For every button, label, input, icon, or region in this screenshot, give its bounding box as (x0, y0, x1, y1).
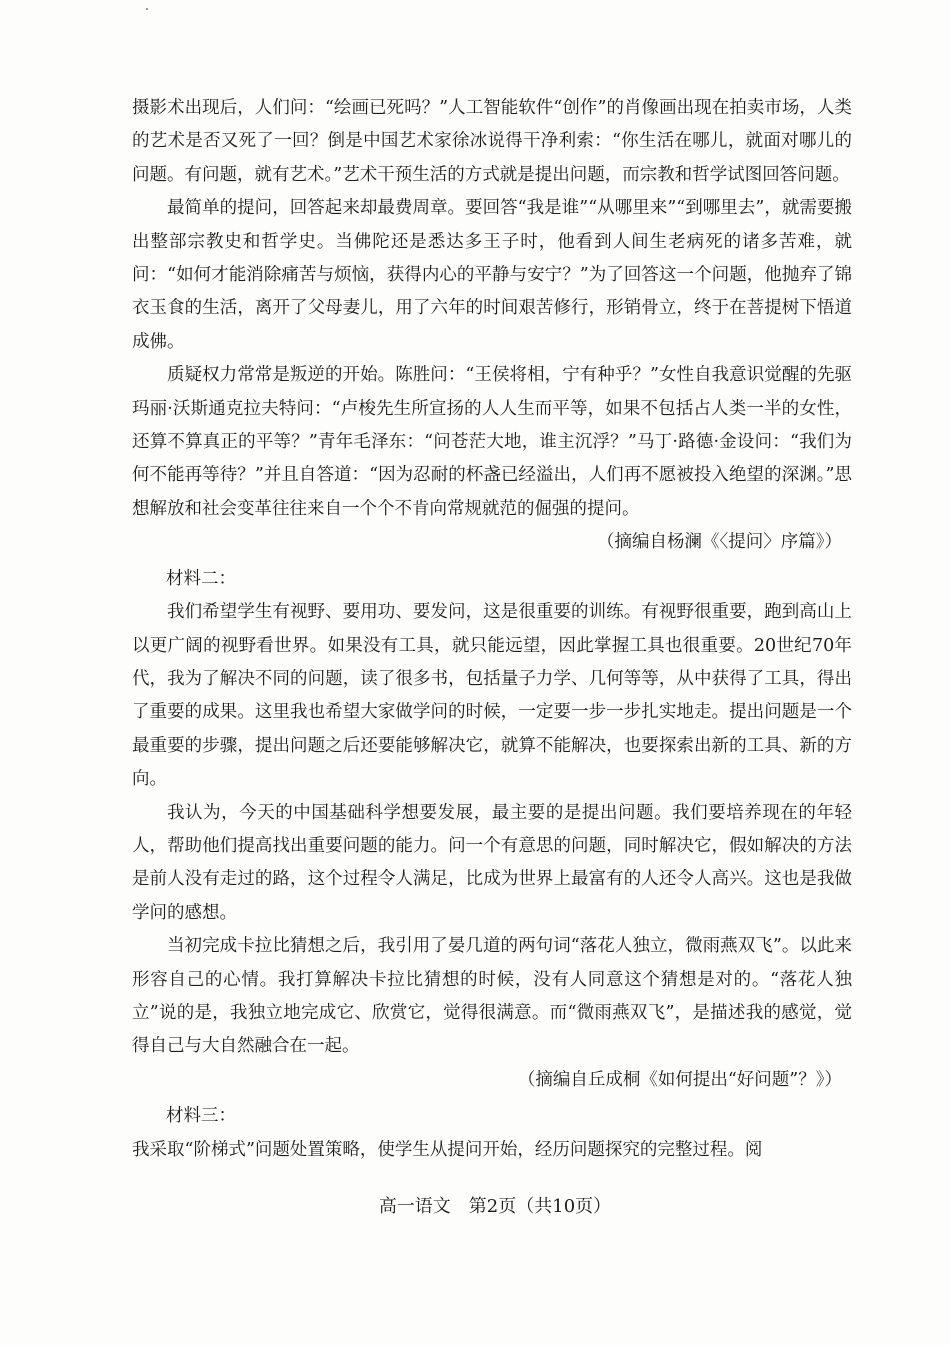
paragraph-a-3: 质疑权力常常是叛逆的开始。陈胜问：“王侯将相，宁有种乎？”女性自我意识觉醒的先驱玛丽·沃斯通克拉夫特问：“卢梭先生所宣扬的人人生而平等，如果不包括占人类一半的女性，还算不算真正的平等？”青年毛泽东：“问苍茫大地，谁主沉浮？”马丁·路德·金设问：“我们为何不能再等待？”并且自答道：“因为忍耐的杯盏已经溢出，人们再不愿被投入绝望的深渊。”思想解放和社会变革往往来自一个个不肯向常规就范的倔强的提问。 (132, 365, 852, 519)
paragraph-a-1: 摄影术出现后，人们问：“绘画已死吗？”人工智能软件“创作”的肖像画出现在拍卖市场，人类的艺术是否又死了一回？倒是中国艺术家徐冰说得干净利索：“你生活在哪儿，就面对哪儿的问题。有问题，就有艺术。”艺术干预生活的方式就是提出问题，而宗教和哲学试图回答问题。 (132, 98, 852, 185)
source-citation-a: （摘编自杨澜《〈提问〉序篇》） (597, 532, 842, 553)
scan-speck (146, 8, 148, 10)
paragraph-c-1: 我采取“阶梯式”问题处置策略，使学生从提问开始，经历问题探究的完整过程。阅 (132, 1139, 763, 1160)
material-two-heading: 材料二： (166, 568, 236, 589)
paragraph-a-2: 最简单的提问，回答起来却最费周章。要回答“我是谁”“从哪里来”“到哪里去”，就需要搬出整部宗教史和哲学史。当佛陀还是悉达多王子时，他看到人间生老病死的诸多苦难，就问：“如何才能消除痛苦与烦恼，获得内心的平静与安宁？”为了回答这一个问题，他抛弃了锦衣玉食的生活，离开了父母妻儿，用了六年的时间艰苦修行，形销骨立，终于在菩提树下悟道成佛。 (132, 198, 852, 352)
source-citation-b: （摘编自丘成桐《如何提出“好问题”？》） (517, 1069, 842, 1090)
paragraph-b-3: 当初完成卡拉比猜想之后，我引用了晏几道的两句词“落花人独立，微雨燕双飞”。以此来形容自己的心情。我打算解决卡拉比猜想的时候，没有人同意这个猜想是对的。“落花人独立”说的是，我独立地完成它、欣赏它，觉得很满意。而“微雨燕双飞”，是描述我的感觉，觉得自己与大自然融合在一起。 (132, 936, 852, 1057)
page-footer: 高一语文 第2页（共10页） (378, 1196, 612, 1217)
paragraph-b-1: 我们希望学生有视野、要用功、要发问，这是很重要的训练。有视野很重要，跑到高山上以更广阔的视野看世界。如果没有工具，就只能远望，因此掌握工具也很重要。20世纪70年代，我为了解决不同的问题，读了很多书，包括量子力学、几何等等，从中获得了工具，得出了重要的成果。这里我也希望大家做学问的时候，一定要一步一步扎实地走。提出问题是一个最重要的步骤，提出问题之后还要能够解决它，就算不能解决，也要探索出新的工具、新的方向。 (132, 602, 852, 790)
document-body (132, 92, 852, 1167)
paragraph-b-2: 我认为，今天的中国基础科学想要发展，最主要的是提出问题。我们要培养现在的年轻人，帮助他们提高找出重要问题的能力。问一个有意思的问题，同时解决它，假如解决的方法是前人没有走过的路，这个过程令人满足，比成为世界上最富有的人还令人高兴。这也是我做学问的感想。 (132, 802, 852, 923)
material-three-heading: 材料三： (166, 1106, 236, 1127)
